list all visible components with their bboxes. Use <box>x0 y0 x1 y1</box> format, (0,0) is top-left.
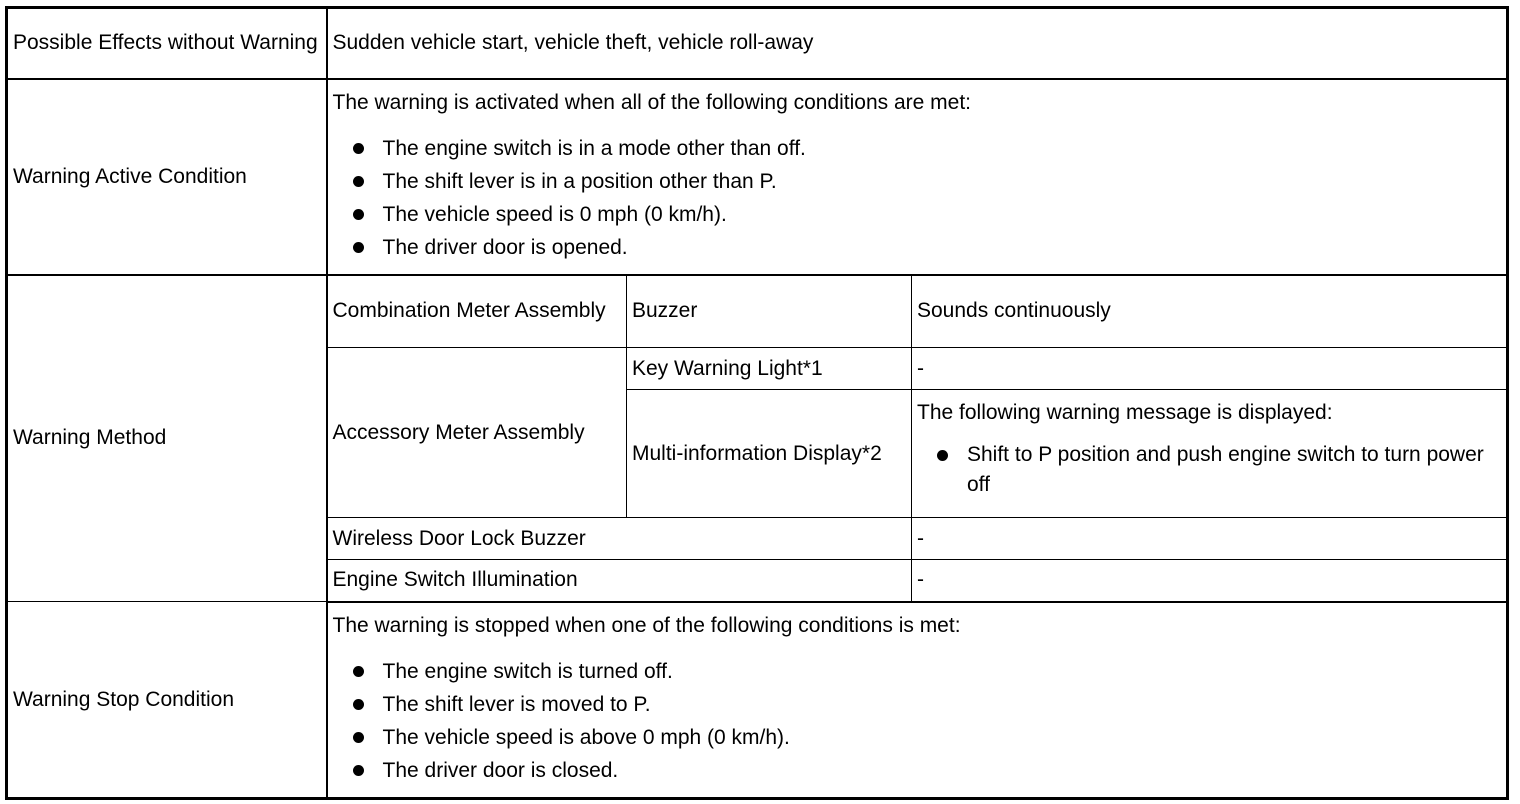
multi-info-display-behavior <box>912 390 1508 518</box>
active-condition-intro: The warning is activated when all of the following conditions are met: <box>332 90 972 114</box>
warning-method-label: Warning Method <box>7 275 327 602</box>
key-warning-light-behavior: - <box>912 348 1508 390</box>
key-warning-light-device: Key Warning Light*1 <box>627 348 912 390</box>
list-item: The shift lever is moved to P. <box>333 688 1502 721</box>
list-item: The engine switch is turned off. <box>333 655 1502 688</box>
possible-effects-value: Sudden vehicle start, vehicle theft, vehicle roll-away <box>327 8 1508 79</box>
combination-meter-row <box>7 275 1508 348</box>
active-condition-row <box>7 79 1508 275</box>
engine-switch-illumination-behavior: - <box>912 560 1508 602</box>
warning-spec-table <box>5 6 1509 800</box>
list-item: The engine switch is in a mode other than off. <box>333 132 1502 165</box>
warning-message-list <box>917 440 1501 500</box>
stop-condition-row <box>7 602 1508 799</box>
stop-condition-label: Warning Stop Condition <box>7 602 327 799</box>
list-item: The driver door is opened. <box>333 231 1502 264</box>
active-condition-list <box>333 132 1502 264</box>
possible-effects-row <box>7 8 1508 79</box>
wireless-door-lock-label: Wireless Door Lock Buzzer <box>327 518 912 560</box>
active-condition-cell <box>327 79 1508 275</box>
stop-condition-list <box>333 655 1502 787</box>
list-item: The vehicle speed is above 0 mph (0 km/h). <box>333 721 1502 754</box>
list-item: The driver door is closed. <box>333 754 1502 787</box>
warning-message: Shift to P position and push engine switch to turn power off <box>917 440 1501 500</box>
stop-condition-cell <box>327 602 1508 799</box>
combination-meter-behavior: Sounds continuously <box>912 275 1508 348</box>
engine-switch-illumination-label: Engine Switch Illumination <box>327 560 912 602</box>
stop-condition-intro: The warning is stopped when one of the following conditions is met: <box>332 613 961 637</box>
list-item: The vehicle speed is 0 mph (0 km/h). <box>333 198 1502 231</box>
warning-message-intro: The following warning message is displayed: <box>917 401 1333 424</box>
active-condition-label: Warning Active Condition <box>7 79 327 275</box>
possible-effects-label: Possible Effects without Warning <box>7 8 327 79</box>
combination-meter-device: Buzzer <box>627 275 912 348</box>
list-item: The shift lever is in a position other than P. <box>333 165 1502 198</box>
accessory-meter-label: Accessory Meter Assembly <box>327 348 627 518</box>
combination-meter-label: Combination Meter Assembly <box>327 275 627 348</box>
multi-info-display-device: Multi-information Display*2 <box>627 390 912 518</box>
wireless-door-lock-behavior: - <box>912 518 1508 560</box>
